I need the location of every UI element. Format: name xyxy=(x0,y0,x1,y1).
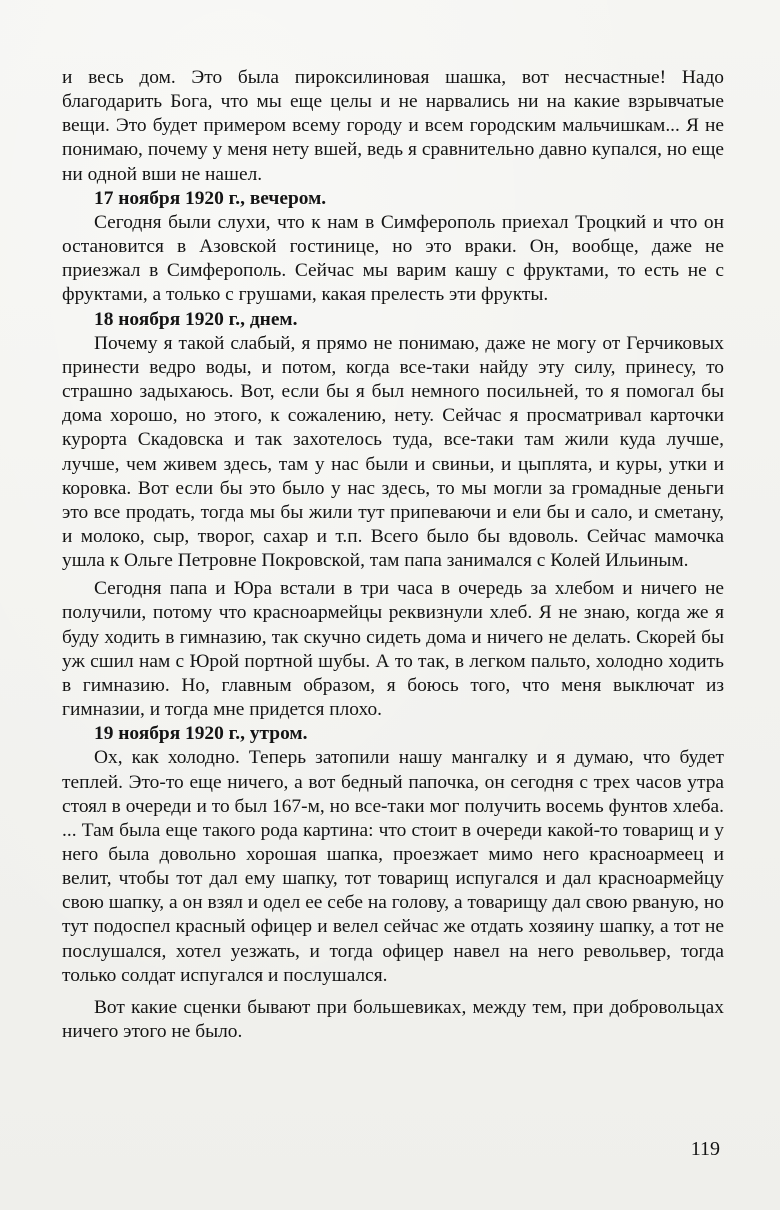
paragraph: Ох, как холодно. Теперь затопили нашу мангалку и я думаю, что будет теплей. Это-то еще ничего, а вот бедный папочка, он сегодня с трех часов утра стоял в очереди и то был 167-м, но все-таки мог получить восемь фунтов хлеба. ... Там была еще такого рода картина: что стоит в очереди какой-то товарищ и у него была довольно хорошая шапка, проезжает мимо него красноармеец и велит, чтобы тот дал ему шапку, тот товарищ испугался и дал красноармейцу свою шапку, а он взял и одел ее себе на голову, а товарищу дал свою рваную, но тут подоспел красный офицер и велел сейчас же отдать хозяину шапку, а тот не послушался, хотел уезжать, и тогда офицер навел на него револьвер, тогда только солдат испугался и послушался. xyxy=(62,747,724,986)
page-number: 119 xyxy=(690,1138,720,1160)
paragraph: и весь дом. Это была пироксилиновая шашка, вот несчастные! Надо благодарить Бога, что мы еще целы и не нарвались ни на какие взрывчатые вещи. Это будет примером всему городу и всем городским мальчишкам... Я не понимаю, почему у меня нету вшей, ведь я сравнительно давно купался, но еще ни одной вши не нашел. xyxy=(62,67,724,185)
paragraph: Сегодня были слухи, что к нам в Симферополь приехал Троцкий и что он остановится в Азовской гостинице, но это враки. Он, вообще, даже не приезжал в Симферополь. Сейчас мы варим кашу с фруктами, то есть не с фруктами, а только с грушами, какая прелесть эти фрукты. xyxy=(62,211,724,306)
paragraph: Почему я такой слабый, я прямо не понимаю, даже не могу от Герчиковых принести ведро воды, и потом, когда все-таки найду эту силу, принесу, то страшно задыхаюсь. Вот, если бы я был немного посильней, то я помогал бы дома хорошо, но этого, к сожалению, нету. Сейчас я просматривал карточки курорта Скадовска и так захотелось туда, все-таки там жили куда лучше, лучше, чем живем здесь, там у нас были и свиньи, и цыплята, и куры, утки и коровка. Вот если бы это было у нас здесь, то мы могли за громадные деньги это все продать, тогда мы бы жили тут припеваючи и ели бы и сало, и сметану, и молоко, сыр, творог, сахар и т.п. Всего было бы вдоволь. Сейчас мамочка ушла к Ольге Петровне Покровской, там папа занимался с Колей Ильиным. xyxy=(62,332,724,572)
diary-date-heading: 19 ноября 1920 г., утром. xyxy=(94,723,308,745)
diary-date-heading: 17 ноября 1920 г., вечером. xyxy=(94,187,327,209)
diary-date-heading: 18 ноября 1920 г., днем. xyxy=(94,308,298,330)
page-body xyxy=(62,66,724,1044)
paragraph: Сегодня папа и Юра встали в три часа в очередь за хлебом и ничего не получили, потому что красноармейцы реквизнули хлеб. Я не знаю, когда же я буду ходить в гимназию, так скучно сидеть дома и ничего не делать. Скорей бы уж сшил нам с Юрой портной шубы. А то так, в легком пальто, холодно ходить в гимназию. Но, главным образом, я боюсь того, что меня выключат из гимназии, и тогда мне придется плохо. xyxy=(62,578,724,721)
paragraph: Вот какие сценки бывают при большевиках, между тем, при добровольцах ничего этого не было. xyxy=(62,996,724,1043)
